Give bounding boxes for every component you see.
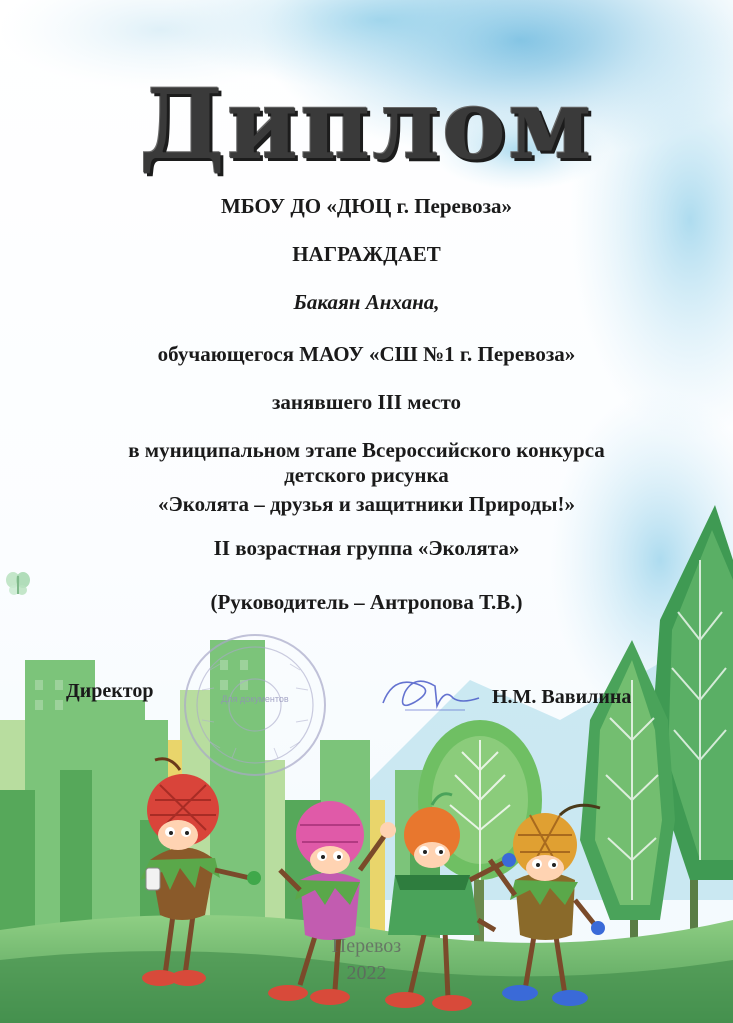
contest-line-3: «Эколята – друзья и защитники Природы!» [158,492,575,516]
round-stamp [180,630,330,780]
recipient-name: Бакаян Анхана, [293,290,440,314]
school-line: обучающегося МАОУ «СШ №1 г. Перевоза» [157,342,576,366]
supervisor-line: (Руководитель – Антропова Т.В.) [210,590,523,614]
footer-city: Перевоз [331,935,402,957]
footer-year: 2022 [346,962,387,984]
signature-name: Н.М. Вавилина [492,686,632,708]
diploma-title: Диплом [139,68,594,181]
place-line: занявшего III место [271,390,462,414]
stamp-center-text: Для документов [221,694,289,704]
signature-scribble [375,668,485,718]
age-group-line: II возрастная группа «Эколята» [213,536,520,560]
contest-line-1: в муниципальном этапе Всероссийского конкурса [128,438,605,462]
issuer-line: МБОУ ДО «ДЮЦ г. Перевоза» [220,194,513,218]
signature-position: Директор [66,680,154,702]
awards-line: НАГРАЖДАЕТ [292,242,441,266]
contest-line-2: детского рисунка [284,463,449,487]
